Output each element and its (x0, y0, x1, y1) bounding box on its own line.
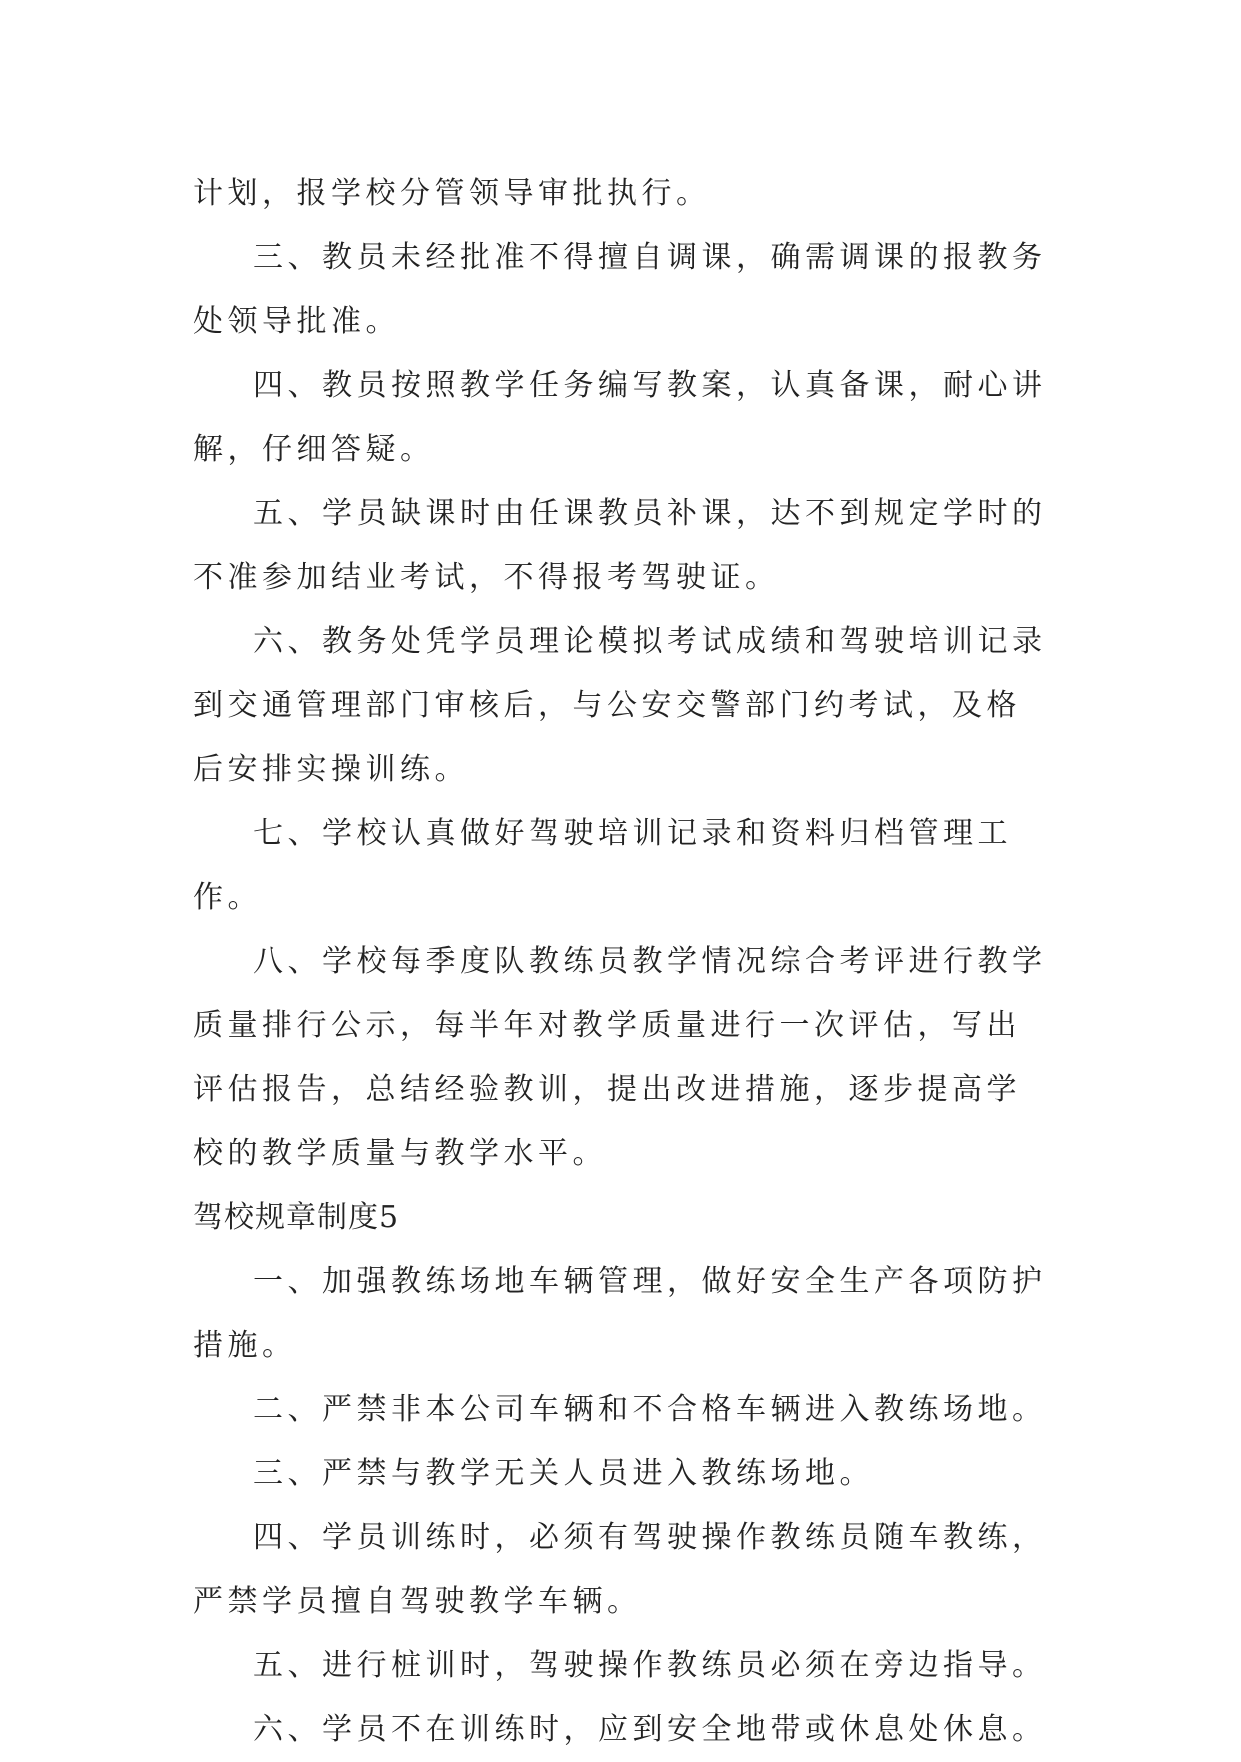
section5-item-3: 三、严禁与教学无关人员进入教练场地。 (253, 1456, 874, 1491)
section-heading: 驾校规章制度5 (193, 1200, 400, 1235)
paragraph-continuation: 计划，报学校分管领导审批执行。 (193, 176, 711, 211)
rule-item-4: 四、教员按照教学任务编写教案，认真备课，耐心讲解，仔细答疑。 (193, 368, 1047, 467)
section5-item-1: 一、加强教练场地车辆管理，做好安全生产各项防护措施。 (193, 1264, 1047, 1363)
rule-item-7: 七、学校认真做好驾驶培训记录和资料归档管理工作。 (193, 816, 1012, 915)
section5-item-5: 五、进行桩训时，驾驶操作教练员必须在旁边指导。 (253, 1648, 1047, 1683)
rule-item-6: 六、教务处凭学员理论模拟考试成绩和驾驶培训记录到交通管理部门审核后，与公安交警部门约考试，及格后安排实操训练。 (193, 624, 1047, 787)
section5-item-4: 四、学员训练时，必须有驾驶操作教练员随车教练，严禁学员擅自驾驶教学车辆。 (193, 1520, 1047, 1619)
section5-item-6: 六、学员不在训练时，应到安全地带或休息处休息。 (253, 1712, 1047, 1747)
section5-item-2: 二、严禁非本公司车辆和不合格车辆进入教练场地。 (253, 1392, 1047, 1427)
rule-item-8: 八、学校每季度队教练员教学情况综合考评进行教学质量排行公示，每半年对教学质量进行一次评估，写出评估报告，总结经验教训，提出改进措施，逐步提高学校的教学质量与教学水平。 (193, 944, 1047, 1171)
rule-item-3: 三、教员未经批准不得擅自调课，确需调课的报教务处领导批准。 (193, 240, 1047, 339)
document-body (193, 162, 1049, 1762)
rule-item-5: 五、学员缺课时由任课教员补课，达不到规定学时的不准参加结业考试，不得报考驾驶证。 (193, 496, 1047, 595)
